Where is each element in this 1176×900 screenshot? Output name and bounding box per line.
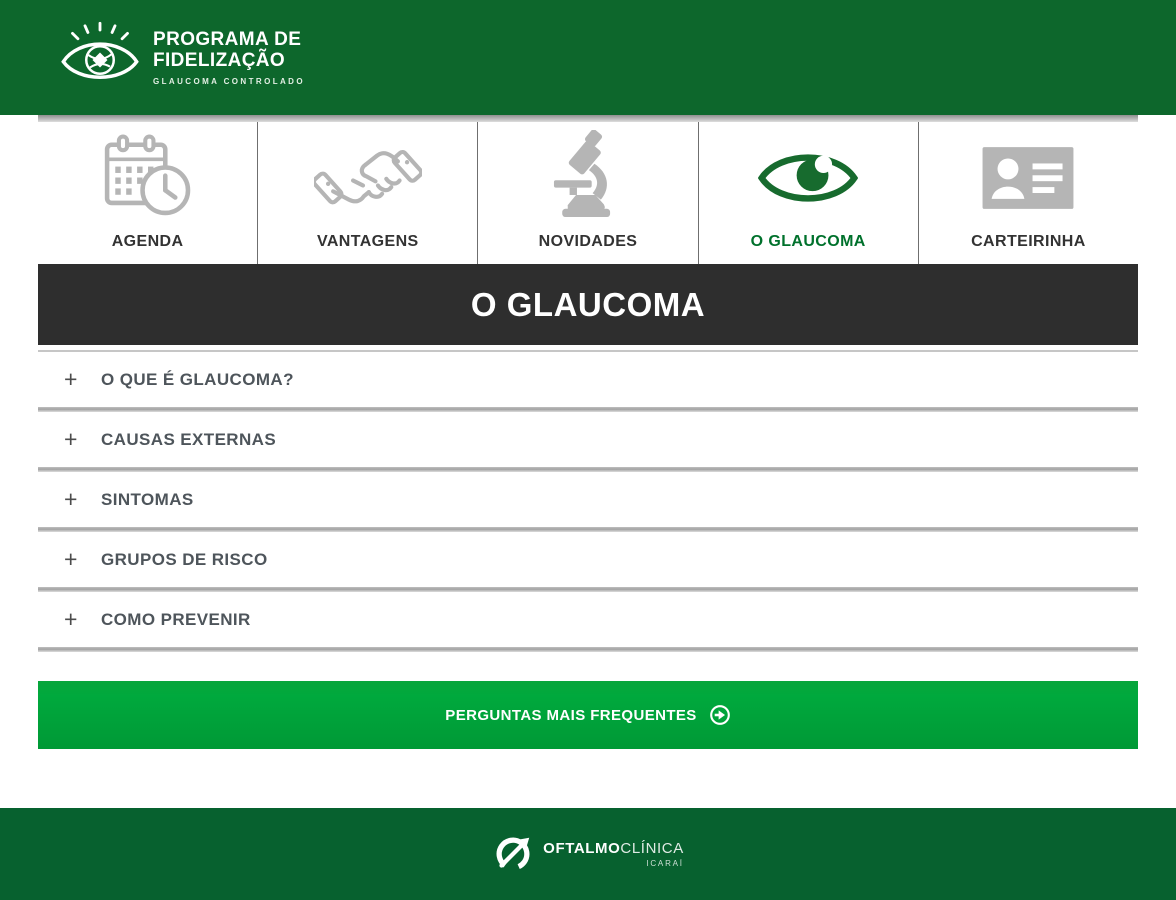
section-title-bar <box>38 264 1138 345</box>
top-banner <box>0 0 1176 115</box>
tab-o-glaucoma-label: O GLAUCOMA <box>750 233 866 250</box>
program-logo[interactable] <box>60 20 305 95</box>
tab-o-glaucoma[interactable] <box>698 122 918 264</box>
footer-logo-text: OFTALMOCLÍNICA <box>543 840 684 857</box>
page-footer <box>0 808 1176 900</box>
footer-logo-subtext: ICARAÍ <box>646 859 684 868</box>
accordion-item-o-que-e-glaucoma[interactable] <box>38 352 1138 407</box>
expand-plus-icon: + <box>64 366 78 392</box>
expand-plus-icon: + <box>64 486 78 512</box>
handshake-icon <box>258 122 477 233</box>
expand-plus-icon: + <box>64 606 78 632</box>
calendar-clock-icon <box>38 122 257 233</box>
accordion-item-grupos-de-risco[interactable] <box>38 532 1138 587</box>
eye-icon <box>699 122 918 233</box>
main-nav-tabs <box>38 122 1138 264</box>
logo-title-line2: FIDELIZAÇÃO <box>153 50 286 71</box>
page-title: O GLAUCOMA <box>470 285 706 323</box>
logo-title-line1: PROGRAMA DE <box>153 29 302 50</box>
tab-vantagens-label: VANTAGENS <box>316 233 419 250</box>
accordion-item-como-prevenir[interactable] <box>38 592 1138 647</box>
accordion-item-label: SINTOMAS <box>101 489 194 509</box>
tab-carteirinha-label: CARTEIRINHA <box>971 233 1086 250</box>
accordion-item-label: COMO PREVENIR <box>101 609 251 629</box>
tab-novidades-label: NOVIDADES <box>538 233 638 250</box>
expand-plus-icon: + <box>64 546 78 572</box>
accordion-item-causas-externas[interactable] <box>38 412 1138 467</box>
id-card-icon <box>919 122 1138 233</box>
tab-agenda-label: AGENDA <box>111 233 184 250</box>
banner-shadow-divider <box>38 115 1138 122</box>
accordion-item-label: GRUPOS DE RISCO <box>101 549 268 569</box>
accordion-item-label: O QUE É GLAUCOMA? <box>101 369 294 389</box>
arrow-right-circle-icon <box>709 704 731 726</box>
perguntas-frequentes-button[interactable] <box>38 681 1138 749</box>
main-content <box>38 122 1138 749</box>
logo-tagline: GLAUCOMA CONTROLADO <box>153 77 305 86</box>
microscope-icon <box>478 122 697 233</box>
tab-novidades[interactable] <box>477 122 697 264</box>
expand-plus-icon: + <box>64 426 78 452</box>
tab-carteirinha[interactable] <box>918 122 1138 264</box>
accordion-item-label: CAUSAS EXTERNAS <box>101 429 277 449</box>
faq-button-label: PERGUNTAS MAIS FREQUENTES <box>445 706 697 724</box>
eye-globe-logo-icon <box>60 20 140 95</box>
tab-vantagens[interactable] <box>257 122 477 264</box>
accordion-item-sintomas[interactable] <box>38 472 1138 527</box>
circular-arrow-logo-icon <box>492 833 534 875</box>
tab-agenda[interactable] <box>38 122 257 264</box>
glaucoma-accordion <box>38 350 1138 652</box>
accordion-divider <box>38 647 1138 652</box>
oftalmoclinica-logo <box>492 833 684 875</box>
